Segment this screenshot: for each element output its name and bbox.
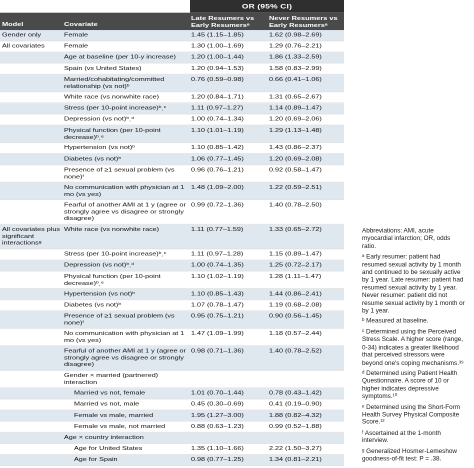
- late-resumer-or-cell: 0.98 (0.71–1.36): [191, 346, 244, 355]
- table-row: [0, 200, 344, 225]
- table-row: [0, 422, 344, 433]
- late-resumer-or-cell: 0.99 (0.72–1.36): [191, 200, 244, 208]
- table-row: [0, 75, 344, 92]
- covariate-cell: Spain (vs United States): [64, 64, 142, 72]
- late-resumer-or-cell: 1.30 (1.00–1.69): [191, 42, 244, 50]
- never-resumer-or-cell: 1.28 (1.11–1.47): [269, 272, 322, 280]
- footnote: ᶜ Determined using the Perceived Stress Scale. A higher score (range, 0-34) indicates a greater likelihood that perceived stressors were beyond one's coping mechanisms.³⁹: [362, 328, 464, 367]
- covariate-cell: Hypertension (vs not)ᵇ: [64, 289, 136, 297]
- header-covariate: Covariate: [64, 20, 98, 28]
- never-resumer-or-cell: 1.33 (0.65–2.72): [269, 225, 322, 233]
- table-row: [0, 165, 344, 182]
- table-row: [0, 30, 344, 41]
- late-resumer-or-cell: 1.11 (0.77–1.59): [191, 225, 244, 233]
- never-resumer-or-cell: 1.18 (0.57–2.44): [269, 329, 322, 337]
- late-resumer-or-cell: 1.20 (1.00–1.44): [191, 53, 244, 61]
- table-row: [0, 399, 344, 410]
- covariate-cell: Hypertension (vs not)ᵇ: [64, 143, 136, 151]
- late-resumer-or-cell: 1.10 (1.01–1.19): [191, 126, 244, 134]
- late-resumer-or-cell: 1.20 (0.94–1.53): [191, 64, 244, 72]
- covariate-cell: Gender × married (partnered) interaction: [64, 371, 159, 386]
- header-model: Model: [2, 20, 24, 28]
- table-row: [0, 329, 344, 346]
- never-resumer-or-cell: 1.43 (0.86–2.37): [269, 143, 322, 151]
- covariate-cell: Female vs male, not married: [74, 422, 166, 430]
- header-late-resumers: Late Resumers vs Early Resumersᵃ: [191, 14, 255, 29]
- table-body: [0, 30, 344, 466]
- never-resumer-or-cell: 1.62 (0.98–2.69): [269, 30, 322, 39]
- late-resumer-or-cell: 1.20 (0.84–1.71): [191, 92, 244, 101]
- table-row: [0, 346, 344, 371]
- footnote: ᵍ Generalized Hosmer-Lemeshow goodness-of-fit test: P = .38.: [362, 448, 457, 463]
- covariate-cell: Stress (per 10-point increase)ᵇˎᶜ: [64, 103, 167, 112]
- late-resumer-or-cell: 1.00 (0.74–1.35): [191, 261, 244, 269]
- late-resumer-or-cell: 1.10 (0.85–1.42): [191, 143, 244, 151]
- table-row: [0, 143, 344, 154]
- footnote: ᵃ Early resumer: patient had resumed sexual activity by 1 month and continued to be sexually active by 1 year. Late resumer: patient had resumed sexual activity by 1 year. Never resumer: patient did not resume sexual activity by 1 month or by 1 year.: [362, 253, 465, 315]
- never-resumer-or-cell: 1.29 (1.13–1.48): [269, 126, 322, 134]
- never-resumer-or-cell: 0.92 (0.58–1.47): [269, 165, 322, 174]
- table-row: [0, 41, 344, 52]
- footnote: ᵈ Determined using Patient Health Questionnaire. A score of 10 or higher indicates depressive symptoms.¹⁰: [362, 370, 458, 400]
- never-resumer-or-cell: 0.41 (0.19–0.90): [269, 400, 322, 408]
- table-row: [0, 64, 344, 75]
- never-resumer-or-cell: 1.22 (0.59–2.51): [269, 183, 322, 191]
- model-cell: Gender only: [2, 30, 42, 39]
- covariate-cell: Age × country interaction: [64, 433, 144, 441]
- table-row: [0, 371, 344, 388]
- covariate-cell: Physical function (per 10-point decrease)ᵇˎᵉ: [64, 272, 161, 287]
- late-resumer-or-cell: 1.07 (0.78–1.47): [191, 300, 244, 309]
- table-row: [0, 433, 344, 444]
- never-resumer-or-cell: 1.88 (0.82–4.32): [269, 411, 322, 419]
- never-resumer-or-cell: 0.66 (0.41–1.06): [269, 75, 322, 83]
- never-resumer-or-cell: 1.40 (0.78–2.52): [269, 346, 322, 355]
- late-resumer-or-cell: 1.11 (0.97–1.27): [191, 103, 244, 112]
- never-resumer-or-cell: 1.25 (0.72–2.17): [269, 261, 322, 269]
- table-row: [0, 410, 344, 421]
- late-resumer-or-cell: 1.35 (1.10–1.66): [191, 444, 244, 452]
- footnote: ᶠ Ascertained at the 1-month interview.: [362, 429, 441, 445]
- covariate-cell: Female vs male, married: [74, 411, 154, 419]
- late-resumer-or-cell: 1.10 (0.85–1.43): [191, 289, 244, 297]
- table-row: [0, 92, 344, 103]
- table-row: [0, 444, 344, 455]
- never-resumer-or-cell: 1.34 (0.81–2.21): [269, 455, 322, 463]
- header-never-resumers: Never Resumers vs Early Resumersᵃ: [269, 14, 338, 29]
- late-resumer-or-cell: 1.45 (1.15–1.85): [191, 30, 244, 39]
- covariate-cell: Depression (vs not)ᵇˎᵈ: [64, 115, 135, 123]
- footnote: ᵇ Measured at baseline.: [362, 318, 429, 325]
- never-resumer-or-cell: 1.19 (0.68–2.08): [269, 300, 322, 309]
- late-resumer-or-cell: 1.01 (0.70–1.44): [191, 388, 244, 397]
- covariate-cell: No communication with physician at 1 mo (vs yes): [64, 183, 185, 198]
- table-row: [0, 249, 344, 260]
- covariate-cell: Age at baseline (per 10-y increase): [64, 53, 176, 61]
- late-resumer-or-cell: 1.48 (1.09–2.00): [191, 183, 244, 191]
- table-row: [0, 154, 344, 165]
- late-resumer-or-cell: 1.10 (1.02–1.19): [191, 272, 244, 280]
- late-resumer-or-cell: 0.98 (0.77–1.25): [191, 455, 244, 463]
- never-resumer-or-cell: 2.22 (1.50–3.27): [269, 444, 322, 452]
- footnote: Abbreviations: AMI, acute myocardial infarction; OR, odds ratio.: [362, 228, 451, 250]
- table-row: [0, 272, 344, 289]
- late-resumer-or-cell: 1.00 (0.74–1.34): [191, 115, 244, 123]
- never-resumer-or-cell: 0.90 (0.56–1.45): [269, 311, 322, 320]
- covariate-cell: Presence of ≥1 sexual problem (vs none)ᶠ: [64, 165, 175, 180]
- never-resumer-or-cell: 1.40 (0.78–2.50): [269, 200, 322, 208]
- covariate-cell: Age for Spain: [74, 455, 118, 463]
- covariate-cell: Diabetes (vs not)ᵇ: [64, 154, 122, 162]
- table-row: [0, 183, 344, 200]
- never-resumer-or-cell: 1.29 (0.76–2.21): [269, 42, 322, 50]
- covariate-cell: Diabetes (vs not)ᵇ: [64, 300, 122, 309]
- late-resumer-or-cell: 0.45 (0.30–0.69): [191, 400, 244, 408]
- late-resumer-or-cell: 0.88 (0.63–1.23): [191, 422, 244, 430]
- late-resumer-or-cell: 1.95 (1.27–3.00): [191, 411, 244, 419]
- table-row: [0, 125, 344, 142]
- table-row: [0, 103, 344, 114]
- table-row: [0, 455, 344, 466]
- covariate-cell: Stress (per 10-point increase)ᵇˎᶜ: [64, 250, 167, 258]
- late-resumer-or-cell: 1.47 (1.09–1.99): [191, 329, 244, 337]
- covariate-cell: Female: [64, 30, 88, 39]
- table-header: [0, 13, 344, 30]
- table-row: [0, 311, 344, 328]
- table-row: [0, 114, 344, 125]
- late-resumer-or-cell: 0.76 (0.59–0.98): [191, 75, 244, 83]
- table-row: [0, 388, 344, 399]
- covariate-cell: Physical function (per 10-point decrease)ᵇˎᵉ: [64, 126, 161, 141]
- covariate-cell: Female: [64, 42, 88, 50]
- never-resumer-or-cell: 1.20 (0.69–2.08): [269, 154, 322, 162]
- covariate-cell: Age for United States: [74, 444, 143, 452]
- covariate-cell: Fearful of another AMI at 1 y (agree or strongly agree vs disagree or strongly disagree): [64, 346, 186, 368]
- covariate-cell: No communication with physician at 1 mo (vs yes): [64, 329, 185, 344]
- covariate-cell: Depression (vs not)ᵇˎᵈ: [64, 261, 135, 269]
- covariate-cell: White race (vs nonwhite race): [64, 92, 160, 101]
- covariate-cell: Married vs not, male: [74, 400, 140, 408]
- table-row: [0, 260, 344, 271]
- table-row: [0, 300, 344, 311]
- table-row: [0, 289, 344, 300]
- never-resumer-or-cell: 1.58 (0.83–2.99): [269, 64, 322, 72]
- late-resumer-or-cell: 0.96 (0.76–1.21): [191, 165, 244, 174]
- or-group-header: OR (95% CI): [190, 0, 344, 13]
- never-resumer-or-cell: 1.86 (1.33–2.59): [269, 53, 322, 61]
- covariate-cell: Married/cohabitating/committed relationship (vs not)ᵇ: [64, 75, 165, 90]
- model-cell: All covariates plus significant interactionsᵍ: [2, 225, 60, 247]
- table-row: [0, 225, 344, 250]
- covariate-cell: Presence of ≥1 sexual problem (vs none)ᶠ: [64, 311, 175, 326]
- never-resumer-or-cell: 0.78 (0.43–1.42): [269, 388, 322, 397]
- late-resumer-or-cell: 1.06 (0.77–1.45): [191, 154, 244, 162]
- model-cell: All covariates: [2, 42, 45, 50]
- never-resumer-or-cell: 1.31 (0.65–2.67): [269, 92, 322, 101]
- table-footnotes: [362, 228, 465, 466]
- covariate-cell: Married vs not, female: [74, 388, 146, 397]
- never-resumer-or-cell: 1.44 (0.86–2.41): [269, 289, 322, 297]
- never-resumer-or-cell: 1.14 (0.89–1.47): [269, 103, 322, 112]
- late-resumer-or-cell: 1.11 (0.97–1.28): [191, 250, 244, 258]
- never-resumer-or-cell: 1.20 (0.69–2.06): [269, 115, 322, 123]
- footnote: ᵉ Determined using the Short-Form Health Survey Physical Composite Score.¹²: [362, 404, 461, 426]
- table-row: [0, 52, 344, 63]
- never-resumer-or-cell: 0.99 (0.52–1.88): [269, 422, 322, 430]
- late-resumer-or-cell: 0.95 (0.75–1.21): [191, 311, 244, 320]
- never-resumer-or-cell: 1.15 (0.89–1.47): [269, 250, 322, 258]
- covariate-cell: Fearful of another AMI at 1 y (agree or strongly agree vs disagree or strongly disagree): [64, 200, 186, 222]
- covariate-cell: White race (vs nonwhite race): [64, 225, 160, 233]
